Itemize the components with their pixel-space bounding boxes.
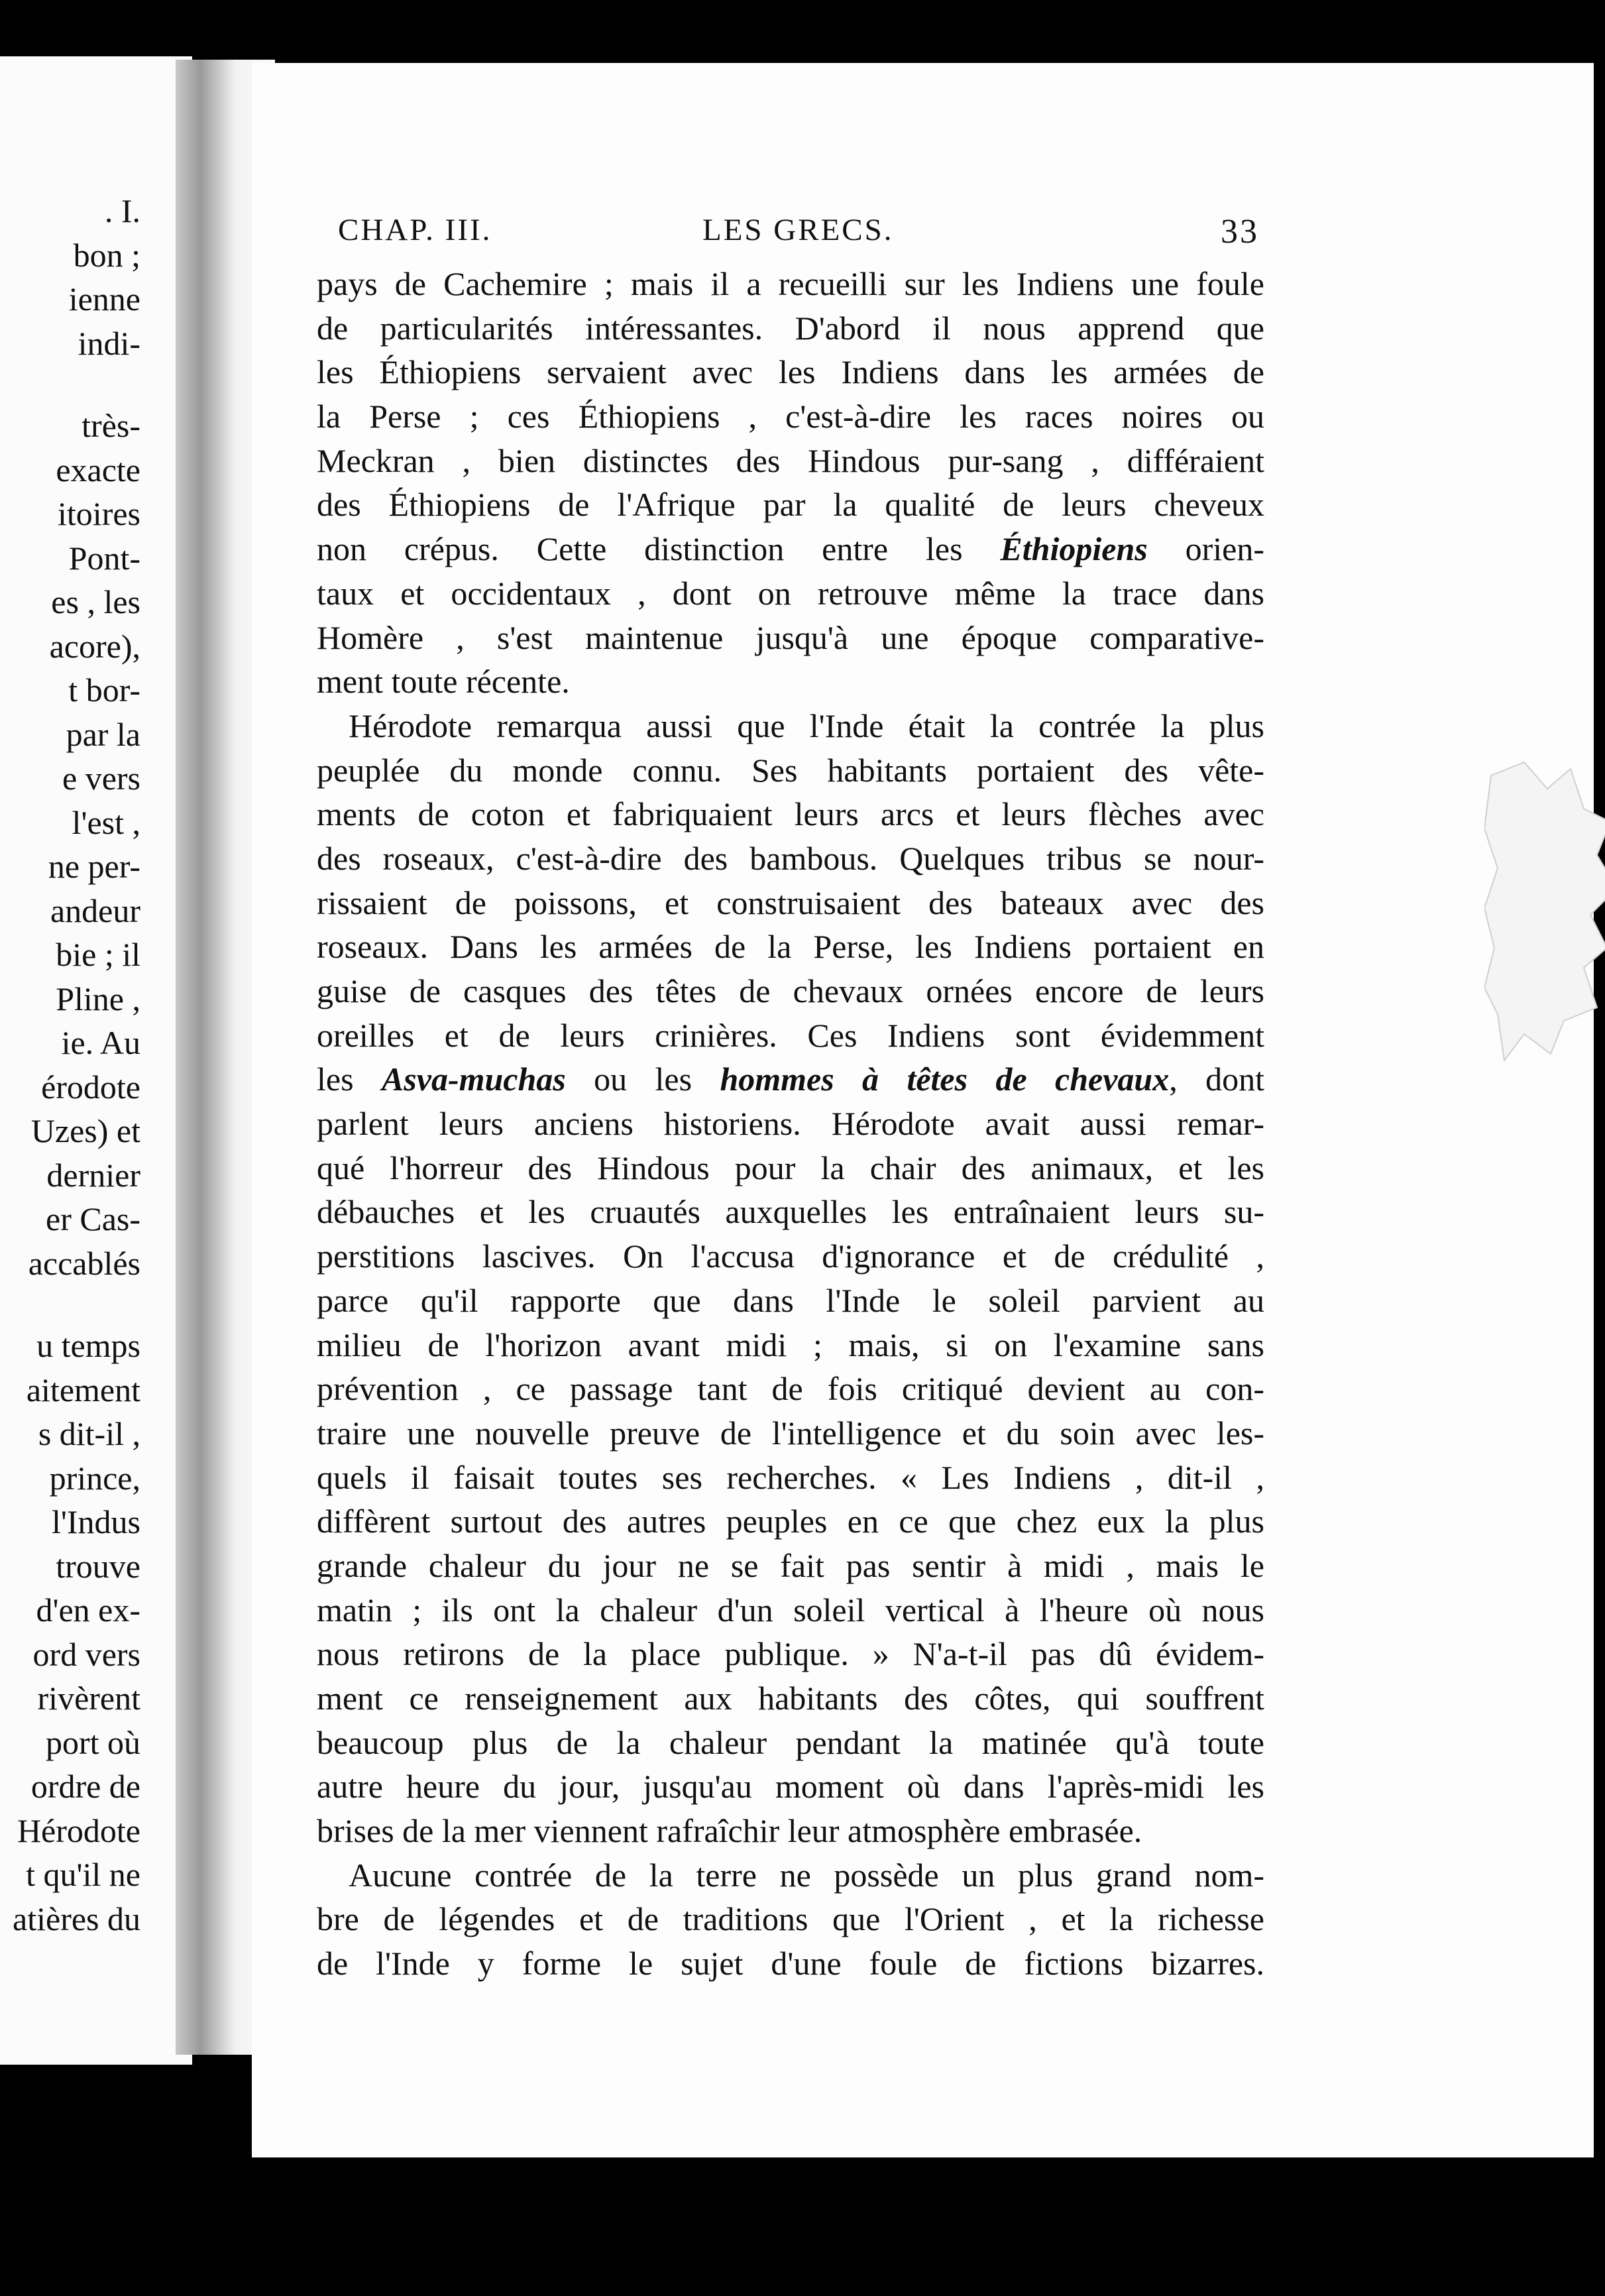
facing-page-line: prince,	[49, 1459, 140, 1497]
facing-page-line: d'en ex-	[36, 1591, 140, 1629]
facing-page-line: érodote	[41, 1068, 140, 1106]
emphasized-term: hommes à têtes de chevaux	[720, 1061, 1170, 1098]
text-run: orien-	[1147, 530, 1264, 568]
chapter-label: CHAP. III.	[338, 213, 492, 247]
text-line: beaucoup plus de la chaleur pendant la matinée qu'à toute	[317, 1723, 1264, 1761]
facing-page-line: er Cas-	[46, 1200, 140, 1237]
text-line: milieu de l'horizon avant midi ; mais, si on l'examine sans	[317, 1326, 1264, 1363]
text-line: taux et occidentaux , dont on retrouve même la trace dans	[317, 574, 1264, 612]
text-line: Aucune contrée de la terre ne possède un plus grand nom-	[349, 1856, 1264, 1894]
paragraph-gap	[0, 365, 140, 404]
facing-page-line: itoires	[58, 495, 140, 532]
text-line: qué l'horreur des Hindous pour la chair des animaux, et les	[317, 1149, 1264, 1186]
facing-page-line: par la	[66, 715, 140, 753]
running-header	[338, 212, 1259, 258]
text-line: prévention , ce passage tant de fois critiqué devient au con-	[317, 1370, 1264, 1408]
text-line: la Perse ; ces Éthiopiens , c'est-à-dire les races noires ou	[317, 398, 1264, 435]
text-line: Hérodote remarqua aussi que l'Inde était la contrée la plus	[349, 707, 1264, 744]
facing-page-line: très-	[82, 407, 140, 444]
facing-page-line: ienne	[68, 280, 140, 317]
text-line: perstitions lascives. On l'accusa d'ignorance et de crédulité ,	[317, 1237, 1264, 1275]
torn-paper-edge	[1484, 749, 1605, 1067]
facing-page-line: trouve	[56, 1547, 140, 1585]
text-line	[317, 527, 1264, 571]
facing-page-line: l'est ,	[72, 803, 140, 841]
facing-page-line: atières du	[13, 1900, 140, 1937]
text-line: ment ce renseignement aux habitants des côtes, qui souffrent	[317, 1680, 1264, 1717]
facing-page-line: s dit-il ,	[38, 1415, 140, 1452]
text-line: de l'Inde y forme le sujet d'une foule de fictions bizarres.	[317, 1945, 1264, 1982]
facing-page-line: Pline ,	[56, 980, 140, 1017]
facing-page-line: u temps	[36, 1327, 140, 1364]
facing-page-line: es , les	[51, 583, 140, 620]
text-line: parce qu'il rapporte que dans l'Inde le soleil parvient au	[317, 1281, 1264, 1319]
facing-page-line: indi-	[78, 324, 140, 362]
facing-page-text	[0, 189, 140, 1941]
text-line: les Éthiopiens servaient avec les Indiens dans les armées de	[317, 353, 1264, 391]
facing-page-line: t qu'il ne	[26, 1856, 140, 1893]
text-line: autre heure du jour, jusqu'au moment où dans l'après-midi les	[317, 1768, 1264, 1806]
text-line: roseaux. Dans les armées de la Perse, les Indiens portaient en	[317, 928, 1264, 966]
facing-page-line: t bor-	[68, 671, 140, 709]
facing-page-line: e vers	[62, 760, 140, 797]
text-line: nous retirons de la place publique. » N'a-t-il pas dû évidem-	[317, 1635, 1264, 1673]
emphasized-term: Asva-muchas	[381, 1061, 566, 1098]
text-line: traire une nouvelle preuve de l'intelligence et du soin avec les-	[317, 1414, 1264, 1452]
facing-page-line: rivèrent	[37, 1680, 140, 1717]
facing-page-line: bon ;	[73, 236, 140, 274]
facing-page-line: l'Indus	[51, 1503, 140, 1540]
facing-page-line: ordre de	[30, 1768, 140, 1805]
text-run: , dont	[1169, 1061, 1264, 1098]
facing-page-line: Pont-	[68, 539, 140, 577]
book-page	[252, 63, 1594, 2157]
emphasized-term: Éthiopiens	[1000, 530, 1148, 568]
text-run: les	[317, 1061, 382, 1098]
body-text	[317, 262, 1264, 1986]
text-line: diffèrent surtout des autres peuples en ce que chez eux la plus	[317, 1503, 1264, 1540]
text-line: ment toute récente.	[317, 663, 570, 701]
facing-page-line: Hérodote	[17, 1811, 140, 1849]
facing-page-line: port où	[45, 1723, 140, 1761]
text-line: parlent leurs anciens historiens. Hérodote avait aussi remar-	[317, 1105, 1264, 1143]
facing-page-line: ne per-	[48, 848, 140, 885]
text-line: Homère , s'est maintenue jusqu'à une époque comparative-	[317, 618, 1264, 656]
facing-page-line: dernier	[46, 1156, 140, 1194]
facing-page-line: exacte	[56, 451, 140, 488]
text-line: débauches et les cruautés auxquelles les entraînaient leurs su-	[317, 1193, 1264, 1231]
facing-page-line: ord vers	[32, 1635, 140, 1673]
text-line: grande chaleur du jour ne se fait pas sentir à midi , mais le	[317, 1546, 1264, 1584]
text-line	[317, 1057, 1264, 1102]
text-line: quels il faisait toutes ses recherches. « Les Indiens , dit-il ,	[317, 1458, 1264, 1496]
facing-page-line: acore),	[49, 627, 140, 665]
facing-page-line: bie ; il	[56, 936, 140, 973]
text-line: Meckran , bien distinctes des Hindous pur-sang , différaient	[317, 441, 1264, 479]
text-line: des roseaux, c'est-à-dire des bambous. Quelques tribus se nour-	[317, 839, 1264, 877]
text-line: bre de légendes et de traditions que l'Orient , et la richesse	[317, 1900, 1264, 1938]
text-run: ou les	[565, 1061, 720, 1098]
text-line: pays de Cachemire ; mais il a recueilli sur les Indiens une foule	[317, 265, 1264, 302]
text-line: peuplée du monde connu. Ses habitants portaient des vête-	[317, 751, 1264, 789]
facing-page-line: aitement	[26, 1371, 140, 1408]
facing-page-line: ie. Au	[61, 1024, 140, 1061]
text-run: non crépus. Cette distinction entre les	[317, 530, 1001, 568]
text-line: guise de casques des têtes de chevaux ornées encore de leurs	[317, 972, 1264, 1009]
facing-page-line: . I.	[104, 192, 140, 229]
facing-page-fragment	[0, 56, 192, 2065]
text-line: ments de coton et fabriquaient leurs arcs et leurs flèches avec	[317, 795, 1264, 833]
paragraph-gap	[0, 1285, 140, 1324]
text-line: matin ; ils ont la chaleur d'un soleil vertical à l'heure où nous	[317, 1591, 1264, 1629]
facing-page-line: andeur	[50, 891, 140, 929]
text-line: rissaient de poissons, et construisaient des bateaux avec des	[317, 884, 1264, 921]
facing-page-line: accablés	[28, 1244, 140, 1282]
running-title: LES GRECS.	[702, 213, 894, 247]
page-number: 33	[1221, 213, 1259, 251]
text-line: des Éthiopiens de l'Afrique par la qualité de leurs cheveux	[317, 486, 1264, 524]
facing-page-line: Uzes) et	[30, 1112, 140, 1149]
text-line: oreilles et de leurs crinières. Ces Indiens sont évidemment	[317, 1016, 1264, 1054]
text-line: brises de la mer viennent rafraîchir leur atmosphère embrasée.	[317, 1812, 1142, 1850]
text-line: de particularités intéressantes. D'abord il nous apprend que	[317, 309, 1264, 347]
